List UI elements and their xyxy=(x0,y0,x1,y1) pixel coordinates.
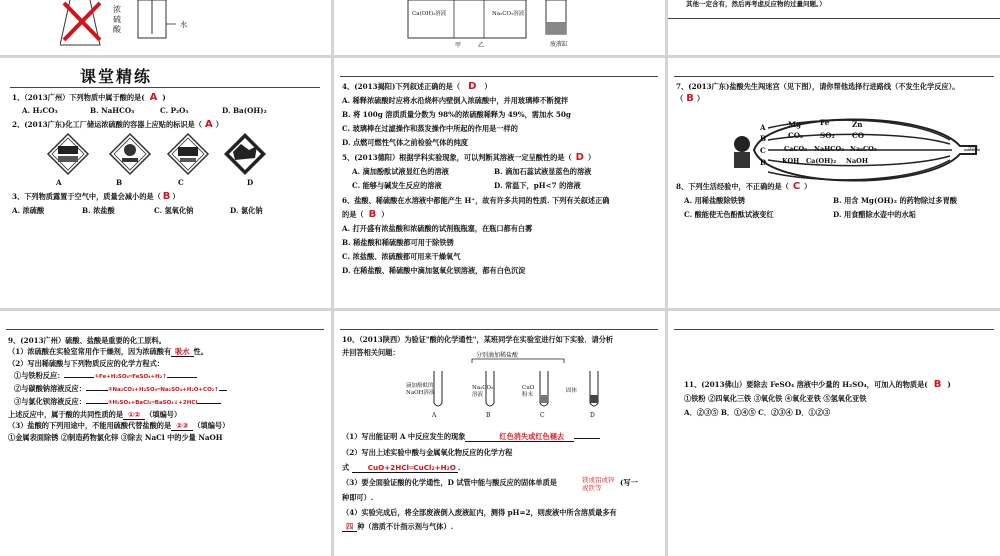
acid-properties-apparatus xyxy=(414,357,614,417)
label-jia: 甲 xyxy=(455,42,462,49)
slide-question-11 xyxy=(668,311,1000,556)
slide-classroom-practice: 课堂精练 1、（2013广州）下列物质中属于酸的是( A ) A. H₂CO₃ B. NaHCO₃ C. P₂O₅ D. Ba(OH)₂ 2、(2013广东)化工厂储运浓硫酸的容器上应贴的标识是（ A ） A B C D 3、下列物质露置于空气中，质量会减小的是（ B ） A. 浓硫酸 B. 浓盐酸 C. 氢氧化钠 D. 氯化钠 xyxy=(0,58,331,308)
q10-part-4-cont: 四 种（溶质不计指示剂与气体）. xyxy=(342,522,453,532)
answer-11: B xyxy=(933,379,942,390)
label-na2co3: Na₂CO₃溶液 xyxy=(492,11,525,17)
q9-3-options: ①金属表面除锈 ②制造药物氯化锌 ③除去 NaCl 中的少量 NaOH xyxy=(8,433,223,442)
label-conc-acid: 浓硫酸 xyxy=(113,5,121,34)
label-caoh2: Ca(OH)₂溶液 xyxy=(412,11,447,17)
q9-part-2: （2）写出稀硫酸与下列物质反应的化学方程式： xyxy=(8,359,164,368)
q4-option-b: B. 将 100g 溶质质量分数为 98%的浓硫酸稀释为 49%，需加水 50g xyxy=(342,110,571,119)
label-na2co3-sol: Na₂CO₃溶液 xyxy=(472,385,494,398)
maze-exit-label: 出口 xyxy=(968,146,979,152)
question-10: 10、（2013陕西）为验证"酸的化学通性"，某班同学在实验室进行如下实验．请分析 xyxy=(342,335,614,344)
q4-option-c: C. 玻璃棒在过滤操作和蒸发操作中所起的作用是一样的 xyxy=(342,124,518,133)
q6-option-a: A. 打开盛有浓盐酸和浓硫酸的试剂瓶瓶塞，在瓶口都有白雾 xyxy=(342,224,533,233)
tube-c: C xyxy=(540,412,545,419)
q5-option-d: D. 常温下，pH<7 的溶液 xyxy=(494,181,581,190)
q9-part-1: （1）浓硫酸在实验室常用作干燥剂，因为浓硫酸有 吸水 性。 xyxy=(8,347,208,356)
q10-part-1: （1）写出能证明 A 中反应发生的现象 红色消失或红色褪去 xyxy=(342,432,600,442)
question-9: 9、(2013广州）硫酸、盐酸是重要的化工原料。 xyxy=(8,336,166,345)
q9-2c: ③与氯化钡溶液反应： ③H₂SO₄+BaCl₂═BaSO₄↓+2HCl xyxy=(14,397,221,408)
label-yi: 乙 xyxy=(478,42,485,49)
question-4: 4、(2013揭阳)下列叙述正确的是（ D ） xyxy=(342,81,492,92)
label-c: C xyxy=(178,178,184,187)
label-a: A xyxy=(56,178,62,187)
q6-option-d: D. 在稀盐酸、稀硫酸中滴加氢氧化钡溶液，都有白色沉淀 xyxy=(342,266,526,275)
q9-2b: ②与碳酸钠溶液反应： ②Na₂CO₃+H₂SO₄═Na₂SO₄+H₂O+CO₂↑ xyxy=(14,384,227,395)
page-title: 课堂精练 xyxy=(80,67,153,86)
question-6-cont: 的是（ B ） xyxy=(342,209,389,220)
question-2: 2、(2013广东)化工厂储运浓硫酸的容器上应贴的标识是（ A ） xyxy=(12,119,223,130)
slide-top-right xyxy=(668,0,1000,55)
q10-3-answer: 镁或铝或锌或铁等 xyxy=(582,476,615,492)
answer-2: A xyxy=(204,119,213,130)
q5-option-b: B. 滴加石蕊试液显蓝色的溶液 xyxy=(494,167,592,176)
q8-option-c: C. 酸能使无色酚酞试液变红 xyxy=(684,210,774,219)
q11-items: ①铁粉 ②四氧化三铁 ③氧化铁 ④氧化亚铁 ⑤氢氧化亚铁 xyxy=(684,394,867,403)
question-5: 5、(2013德阳）根据学科实验现象，可以判断其溶液一定呈酸性的是（ D ） xyxy=(342,152,596,163)
label-phenolphthalein-naoh: 滴加酚酞的NaOH溶液 xyxy=(406,383,435,396)
q8-option-d: D. 用食醋除水壶中的水垢 xyxy=(833,210,916,219)
label-solid: 固体 xyxy=(566,388,578,394)
label-cuo-powder: CuO粉末 xyxy=(522,385,535,398)
answer-7: B xyxy=(686,93,694,104)
q10-3-tail: (写一 xyxy=(620,478,638,487)
question-8: 8、下列生活经验中，不正确的是（ C ） xyxy=(676,181,812,192)
q9-1-answer: 吸水 xyxy=(171,347,193,357)
q9-part-3: （3）盐酸的下列用途中，不能用硫酸代替盐酸的是 ②③ （填编号） xyxy=(8,421,230,430)
answer-8: C xyxy=(792,181,801,192)
q9-2d: 上述反应中，属于酸的共同性质的是 ①② （填编号） xyxy=(8,410,182,419)
question-11: 11、(2013佛山）要除去 FeSO₄ 溶液中少量的 H₂SO₄，可加入的物质是( B ) xyxy=(684,379,951,390)
q10-part-2: （2）写出上述实验中酸与金属氧化物反应的化学方程 xyxy=(342,448,513,457)
tube-b: B xyxy=(486,412,491,419)
label-waste-tank: 废液缸 xyxy=(550,41,569,48)
answer-1: A xyxy=(149,92,158,103)
label-add-hcl: 分别滴加稀盐酸 xyxy=(476,352,519,359)
question-7: 7、(2013广东)盐酸先生闯迷宫（见下图），请你帮他选择行进路线（不发生化学反应）。 xyxy=(676,82,960,91)
tube-d: D xyxy=(590,412,595,419)
label-b: B xyxy=(116,178,123,187)
question-6: 6、盐酸、稀硫酸在水溶液中都能产生 H⁺，故有许多共同的性质. 下列有关叙述正确 xyxy=(342,196,610,205)
question-3: 3、下列物质露置于空气中，质量会减小的是（ B ） xyxy=(12,191,180,202)
q9-2a: ①与铁粉反应： ①Fe+H₂SO₄═FeSO₄+H₂↑ xyxy=(14,371,197,382)
answer-5: D xyxy=(575,152,584,163)
hazard-labels xyxy=(8,132,318,187)
tube-a: A xyxy=(432,412,437,419)
waste-experiment-illustration xyxy=(334,0,665,55)
q8-option-a: A. 用稀盐酸除铁锈 xyxy=(684,196,745,205)
q6-option-c: C. 浓盐酸、浓硫酸都可用来干燥氧气 xyxy=(342,252,461,261)
q6-option-b: B. 稀盐酸和稀硫酸都可用于除铁锈 xyxy=(342,238,454,247)
slide-questions-7-8: 7、(2013广东)盐酸先生闯迷宫（见下图），请你帮他选择行进路线（不发生化学反应）。 （ B ） A Mg Fe Zn B CO₂ SO₂ CO C CaCO₃ NaHCO₃ Na₂CO₃ D KOH Ca(OH)₂ NaOH 出口 8、下列生活经验中，不正确的是（ C ） A. 用稀盐酸除铁锈 B. 用含 Mg(OH)₂ 的药物除过多胃酸 C. 酸能使无色酚酞试液变红 D. 用食醋除水壶中的水垢 xyxy=(668,58,1000,308)
note-text: 其他一定含有，然后再考虑反应物的过量问题。） xyxy=(686,0,826,8)
slide-top-left xyxy=(0,0,331,55)
q10-part-4: （4）实验完成后，将全部废液倒入废液缸内，测得 pH=2，则废液中所含溶质最多有 xyxy=(342,508,617,517)
q11-options: A．②③⑤ B．①④⑤ C．②③④ D．①②③ xyxy=(684,408,831,417)
q7-answer-wrap: （ B ） xyxy=(676,93,705,104)
answer-4: D xyxy=(468,81,477,92)
q5-option-c: C. 能够与碱发生反应的溶液 xyxy=(352,181,442,190)
q4-option-a: A. 稀释浓硫酸时应将水沿烧杯内壁倒入浓硫酸中，并用玻璃棒不断搅拌 xyxy=(342,96,569,105)
q10-part-2-cont: 式 CuO+2HCl═CuCl₂+H₂O . xyxy=(342,463,461,472)
answer-3: B xyxy=(162,191,171,202)
slide-question-9 xyxy=(0,311,331,556)
answer-6: B xyxy=(368,209,377,220)
q10-part-3: （3）要全面验证酸的化学通性，D 试管中能与酸反应的固体单质是 xyxy=(342,478,557,487)
q8-option-b: B. 用含 Mg(OH)₂ 的药物除过多胃酸 xyxy=(833,196,957,205)
slide-top-middle xyxy=(334,0,665,55)
q5-option-a: A. 滴加酚酞试液显红色的溶液 xyxy=(352,167,449,176)
slide-question-10 xyxy=(334,311,665,556)
q10-3-cont: 种即可）. xyxy=(342,493,374,502)
label-water: 水 xyxy=(180,20,188,29)
slide-questions-4-6 xyxy=(334,58,665,308)
label-d: D xyxy=(247,178,254,187)
q4-option-d: D. 点燃可燃性气体之前检验气体的纯度 xyxy=(342,138,468,147)
question-1: 1、（2013广州）下列物质中属于酸的是( A ) xyxy=(12,92,166,103)
question-10-cont: 并回答相关问题： xyxy=(342,348,400,357)
